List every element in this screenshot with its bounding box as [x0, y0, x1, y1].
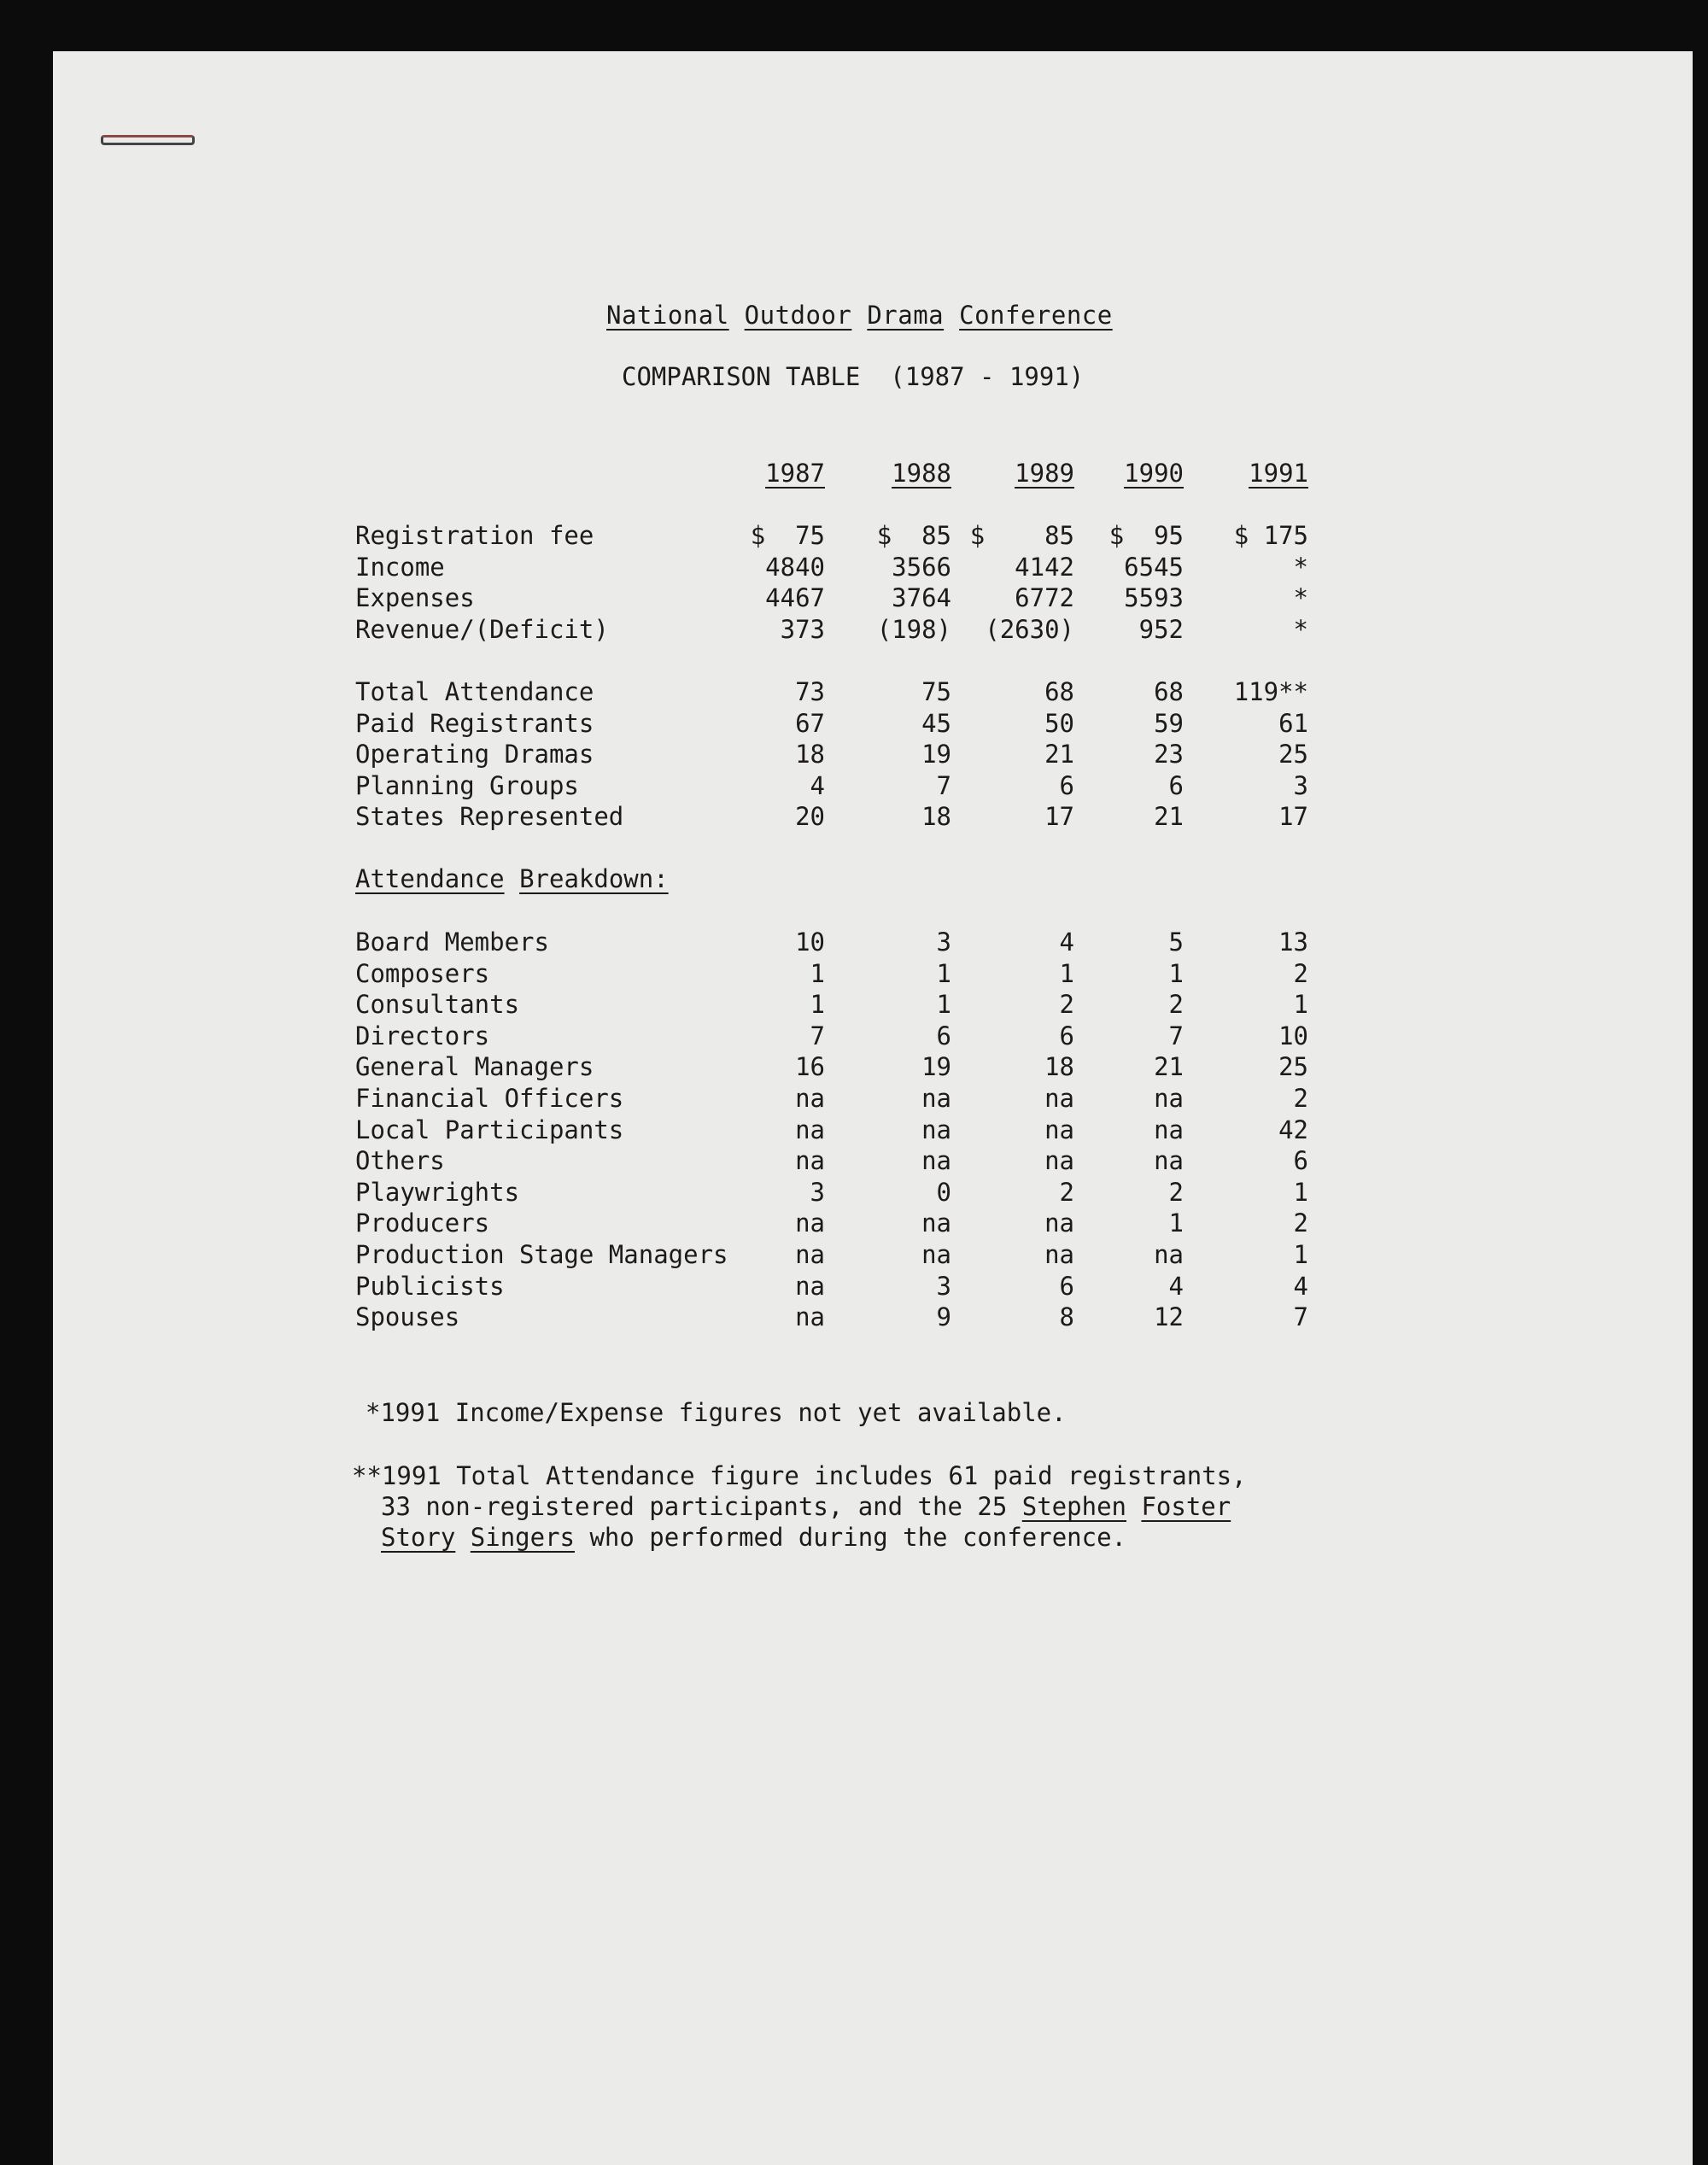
table-cell: 12 — [1154, 1302, 1184, 1332]
table-cell: 6 — [936, 1021, 951, 1050]
table-cell: 3566 — [892, 552, 951, 582]
table-cell: 6 — [1059, 770, 1074, 800]
table-cell: 7 — [1168, 1021, 1184, 1050]
row-label: Expenses — [355, 583, 475, 613]
table-cell: 373 — [780, 614, 825, 644]
column-header-1987: 1987 — [765, 459, 825, 488]
title-word: Outdoor — [744, 301, 852, 330]
row-label: Planning Groups — [355, 770, 579, 800]
table-cell: 1 — [1293, 1240, 1308, 1269]
row-label: Revenue/(Deficit) — [355, 614, 609, 644]
table-cell: 21 — [1044, 740, 1074, 769]
table-cell: na — [795, 1115, 825, 1144]
table-cell: 17 — [1278, 802, 1308, 832]
table-cell: na — [1044, 1084, 1074, 1113]
table-cell: 1 — [1293, 1177, 1308, 1207]
table-cell: 6772 — [1015, 583, 1074, 613]
row-label: Paid Registrants — [355, 708, 594, 738]
table-cell: 8 — [1059, 1302, 1074, 1332]
table-cell: 59 — [1154, 708, 1184, 738]
table-cell: $ 175 — [1233, 521, 1308, 550]
table-cell: 1 — [936, 990, 951, 1020]
table-cell: 2 — [1293, 1084, 1308, 1113]
table-cell: na — [921, 1208, 951, 1238]
table-cell: 4467 — [765, 583, 825, 613]
table-cell: 4142 — [1015, 552, 1074, 582]
column-header-1991: 1991 — [1249, 459, 1308, 488]
row-label: Consultants — [355, 990, 520, 1020]
table-cell: 2 — [1293, 1208, 1308, 1238]
table-cell: na — [1044, 1208, 1074, 1238]
table-cell: na — [1154, 1146, 1184, 1176]
table-cell: 21 — [1154, 1052, 1184, 1082]
footnote-income-expense: *1991 Income/Expense figures not yet available. — [366, 1398, 1067, 1427]
table-cell: na — [795, 1271, 825, 1301]
table-cell: 6 — [1168, 770, 1184, 800]
table-cell: na — [795, 1208, 825, 1238]
table-cell: 6 — [1293, 1146, 1308, 1176]
table-cell: na — [1044, 1240, 1074, 1269]
table-cell: 18 — [795, 740, 825, 769]
table-cell: 7 — [810, 1021, 825, 1050]
table-cell: 952 — [1138, 614, 1184, 644]
row-label: Producers — [355, 1208, 490, 1238]
table-cell: 5 — [1168, 927, 1184, 957]
table-cell: 2 — [1168, 990, 1184, 1020]
table-cell: 1 — [1293, 990, 1308, 1020]
table-cell: 6545 — [1124, 552, 1184, 582]
table-cell: 4840 — [765, 552, 825, 582]
table-cell: na — [921, 1084, 951, 1113]
table-cell: 1 — [1059, 958, 1074, 988]
row-label: Spouses — [355, 1302, 460, 1332]
table-cell: 50 — [1044, 708, 1074, 738]
paper-clip-mark — [101, 135, 195, 145]
table-cell: 19 — [921, 740, 951, 769]
column-header-1988: 1988 — [892, 459, 951, 488]
table-cell: * — [1293, 614, 1308, 644]
table-cell: 13 — [1278, 927, 1308, 957]
table-cell: 20 — [795, 802, 825, 832]
table-cell: 42 — [1278, 1115, 1308, 1144]
table-cell: 19 — [921, 1052, 951, 1082]
table-cell: na — [795, 1302, 825, 1332]
table-cell: 1 — [810, 958, 825, 988]
table-cell: na — [795, 1240, 825, 1269]
table-cell: 21 — [1154, 802, 1184, 832]
table-cell: 119** — [1233, 677, 1308, 706]
table-cell: 16 — [795, 1052, 825, 1082]
row-label: Income — [355, 552, 445, 582]
table-cell: 1 — [936, 958, 951, 988]
table-cell: na — [921, 1240, 951, 1269]
title-word: Conference — [959, 301, 1113, 330]
row-label: Operating Dramas — [355, 740, 594, 769]
row-label: Production Stage Managers — [355, 1240, 728, 1269]
column-header-1990: 1990 — [1124, 459, 1184, 488]
table-cell: 68 — [1154, 677, 1184, 706]
table-cell: 3764 — [892, 583, 951, 613]
table-cell: 68 — [1044, 677, 1074, 706]
table-cell: 10 — [795, 927, 825, 957]
table-cell: 73 — [795, 677, 825, 706]
table-cell: (198) — [876, 614, 951, 644]
footnote-attendance-line2: 33 non-registered participants, and the 25 Stephen Foster — [381, 1492, 1231, 1521]
table-cell: 4 — [1059, 927, 1074, 957]
table-cell: * — [1293, 583, 1308, 613]
row-label: Registration fee — [355, 521, 594, 550]
table-cell: 2 — [1059, 990, 1074, 1020]
table-cell: na — [1044, 1115, 1074, 1144]
table-cell: 1 — [1168, 958, 1184, 988]
table-cell: 7 — [936, 770, 951, 800]
table-cell: $ 85 — [876, 521, 951, 550]
attendance-breakdown-heading: Attendance Breakdown: — [355, 864, 669, 893]
table-cell: 5593 — [1124, 583, 1184, 613]
row-label: Financial Officers — [355, 1084, 624, 1113]
table-cell: $ 75 — [750, 521, 825, 550]
table-cell: 4 — [810, 770, 825, 800]
row-label: General Managers — [355, 1052, 594, 1082]
table-cell: 6 — [1059, 1021, 1074, 1050]
row-label: Composers — [355, 958, 490, 988]
table-cell: na — [795, 1146, 825, 1176]
footnote-attendance-line1: **1991 Total Attendance figure includes 61 paid registrants, — [352, 1461, 1247, 1490]
column-header-1989: 1989 — [1015, 459, 1074, 488]
row-label: Playwrights — [355, 1177, 520, 1207]
table-cell: na — [1044, 1146, 1074, 1176]
table-cell: na — [921, 1146, 951, 1176]
table-cell: 7 — [1293, 1302, 1308, 1332]
table-cell: 3 — [810, 1177, 825, 1207]
document-subtitle: COMPARISON TABLE (1987 - 1991) — [622, 362, 1085, 391]
table-cell: 75 — [921, 677, 951, 706]
table-cell: 1 — [1168, 1208, 1184, 1238]
table-cell: 67 — [795, 708, 825, 738]
table-cell: 61 — [1278, 708, 1308, 738]
table-cell: 10 — [1278, 1021, 1308, 1050]
table-cell: 2 — [1168, 1177, 1184, 1207]
table-cell: 0 — [936, 1177, 951, 1207]
table-cell: 3 — [1293, 770, 1308, 800]
footnote-attendance-line3: Story Singers who performed during the conference. — [381, 1523, 1127, 1552]
title-word: National — [606, 301, 729, 330]
table-cell: * — [1293, 552, 1308, 582]
table-cell: 6 — [1059, 1271, 1074, 1301]
table-cell: na — [1154, 1084, 1184, 1113]
table-cell: 1 — [810, 990, 825, 1020]
table-cell: 18 — [921, 802, 951, 832]
table-cell: na — [1154, 1240, 1184, 1269]
row-label: Total Attendance — [355, 677, 594, 706]
table-cell: 45 — [921, 708, 951, 738]
row-label: States Represented — [355, 802, 624, 832]
table-cell: 25 — [1278, 740, 1308, 769]
table-cell: $ 95 — [1108, 521, 1184, 550]
row-label: Publicists — [355, 1271, 505, 1301]
row-label: Board Members — [355, 927, 549, 957]
table-cell: na — [795, 1084, 825, 1113]
document-title — [606, 301, 1113, 330]
row-label: Others — [355, 1146, 445, 1176]
table-cell: 3 — [936, 1271, 951, 1301]
row-label: Local Participants — [355, 1115, 624, 1144]
table-cell: 17 — [1044, 802, 1074, 832]
table-cell: 4 — [1168, 1271, 1184, 1301]
table-cell: 23 — [1154, 740, 1184, 769]
table-cell: na — [1154, 1115, 1184, 1144]
table-cell: 2 — [1059, 1177, 1074, 1207]
title-word: Drama — [867, 301, 945, 330]
table-cell: 3 — [936, 927, 951, 957]
table-cell: 4 — [1293, 1271, 1308, 1301]
table-cell: 2 — [1293, 958, 1308, 988]
table-cell: $ 85 — [969, 521, 1074, 550]
table-cell: (2630) — [985, 614, 1074, 644]
table-cell: 25 — [1278, 1052, 1308, 1082]
row-label: Directors — [355, 1021, 490, 1050]
table-cell: 9 — [936, 1302, 951, 1332]
table-cell: 18 — [1044, 1052, 1074, 1082]
table-cell: na — [921, 1115, 951, 1144]
